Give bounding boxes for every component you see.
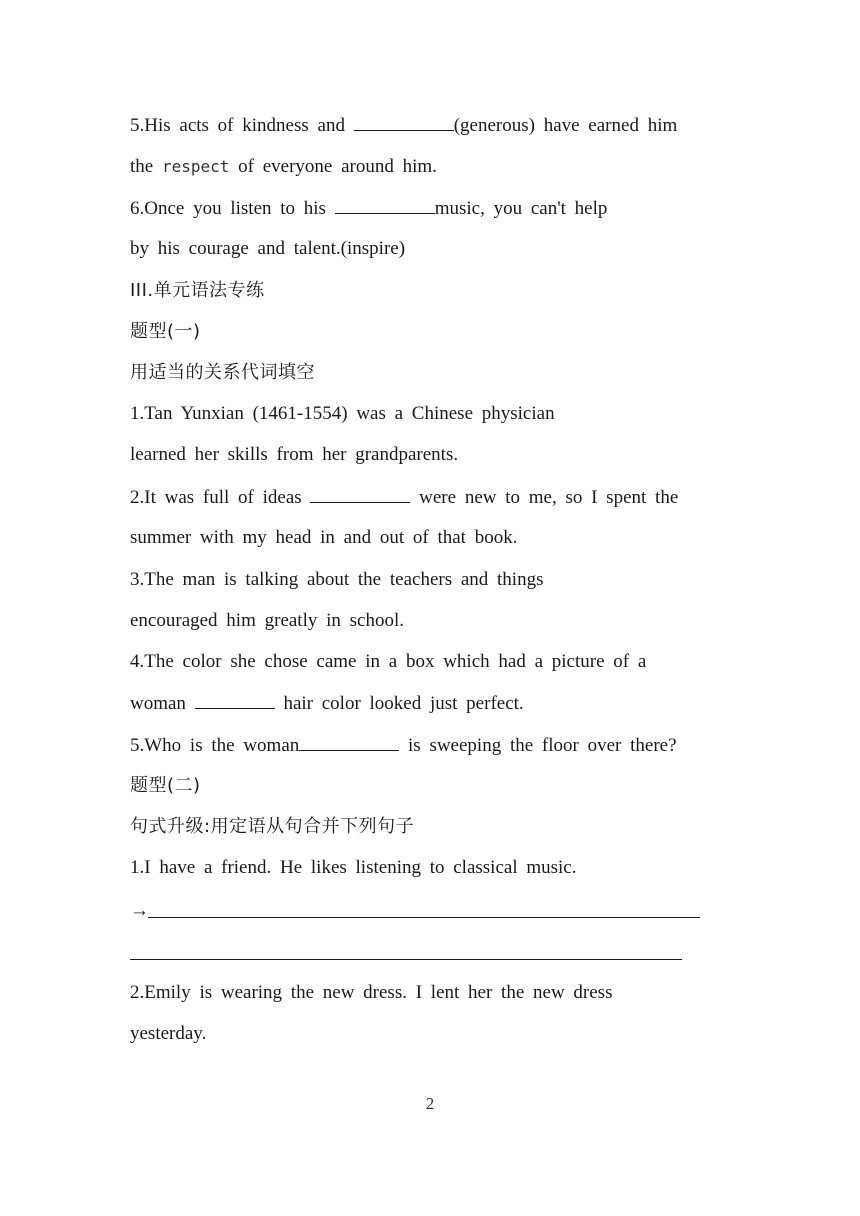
text: hair color looked just perfect.: [274, 693, 524, 714]
section-heading-3: [130, 278, 720, 304]
exercise-5-line-1: [130, 112, 720, 139]
page-number: 2: [425, 1094, 435, 1113]
text: 1.Tan Yunxian (1461-1554) was a Chinese physician: [130, 403, 555, 424]
exercise-6-line-1: [130, 195, 720, 222]
answer-line-2[interactable]: [130, 959, 682, 960]
arrow-icon: →: [130, 900, 149, 921]
combine-s2-line-2: [130, 1021, 720, 1047]
text: by his courage and talent.(inspire): [130, 238, 406, 259]
answer-blank[interactable]: [335, 195, 435, 214]
question-type-1: [130, 319, 720, 345]
text: 1.I have a friend. He likes listening to classical music.: [130, 857, 577, 878]
text: is sweeping the floor over there?: [399, 735, 677, 756]
question-type-label: 题型(二): [130, 775, 201, 796]
text: 5.His acts of kindness and: [130, 115, 354, 136]
answer-blank[interactable]: [299, 732, 399, 751]
grammar-q1-line-2: [130, 442, 720, 468]
text: 5.Who is the woman: [130, 735, 300, 756]
text: 3.The man is talking about the teachers and things: [130, 569, 544, 590]
text: music, you can't help: [434, 198, 608, 219]
text: 2.Emily is wearing the new dress. I lent her the new dress: [130, 982, 613, 1003]
question-type-2: [130, 773, 720, 799]
text: 6.Once you listen to his: [130, 198, 335, 219]
answer-blank[interactable]: [195, 690, 275, 709]
question-type-2-instruction: [130, 814, 720, 840]
answer-arrow: [130, 898, 160, 924]
answer-blank[interactable]: [354, 112, 454, 131]
grammar-q4-line-2: [130, 690, 720, 717]
text: 2.It was full of ideas: [130, 487, 311, 508]
answer-blank[interactable]: [310, 484, 410, 503]
answer-line-1[interactable]: [148, 917, 700, 918]
text: yesterday.: [130, 1023, 207, 1044]
text: were new to me, so I spent the: [410, 487, 679, 508]
text: learned her skills from her grandparents.: [130, 444, 459, 465]
text: encouraged him greatly in school.: [130, 610, 405, 631]
section-title: III.单元语法专练: [130, 280, 265, 301]
question-type-1-instruction: [130, 360, 720, 386]
text: of everyone around him.: [229, 156, 437, 177]
text: 4.The color she chose came in a box which had a picture of a: [130, 651, 647, 672]
grammar-q3-line-2: [130, 608, 720, 634]
exercise-5-line-2: [130, 154, 720, 180]
text: woman: [130, 693, 195, 714]
instruction-text: 用适当的关系代词填空: [130, 362, 315, 383]
grammar-q5-line: [130, 732, 720, 759]
grammar-q1-line-1: [130, 401, 720, 427]
instruction-text: 句式升级:用定语从句合并下列句子: [130, 816, 415, 837]
exercise-6-line-2: [130, 236, 720, 262]
grammar-q4-line-1: [130, 649, 720, 675]
grammar-q3-line-1: [130, 567, 720, 593]
text: (generous) have earned him: [453, 115, 678, 136]
combine-s2-line-1: [130, 980, 720, 1006]
combine-s1-line: [130, 855, 720, 881]
grammar-q2-line-1: [130, 484, 720, 511]
grammar-q2-line-2: [130, 525, 720, 551]
keyword-respect: respect: [161, 157, 230, 176]
question-type-label: 题型(一): [130, 321, 201, 342]
text: summer with my head in and out of that book.: [130, 527, 518, 548]
text: the: [130, 156, 162, 177]
